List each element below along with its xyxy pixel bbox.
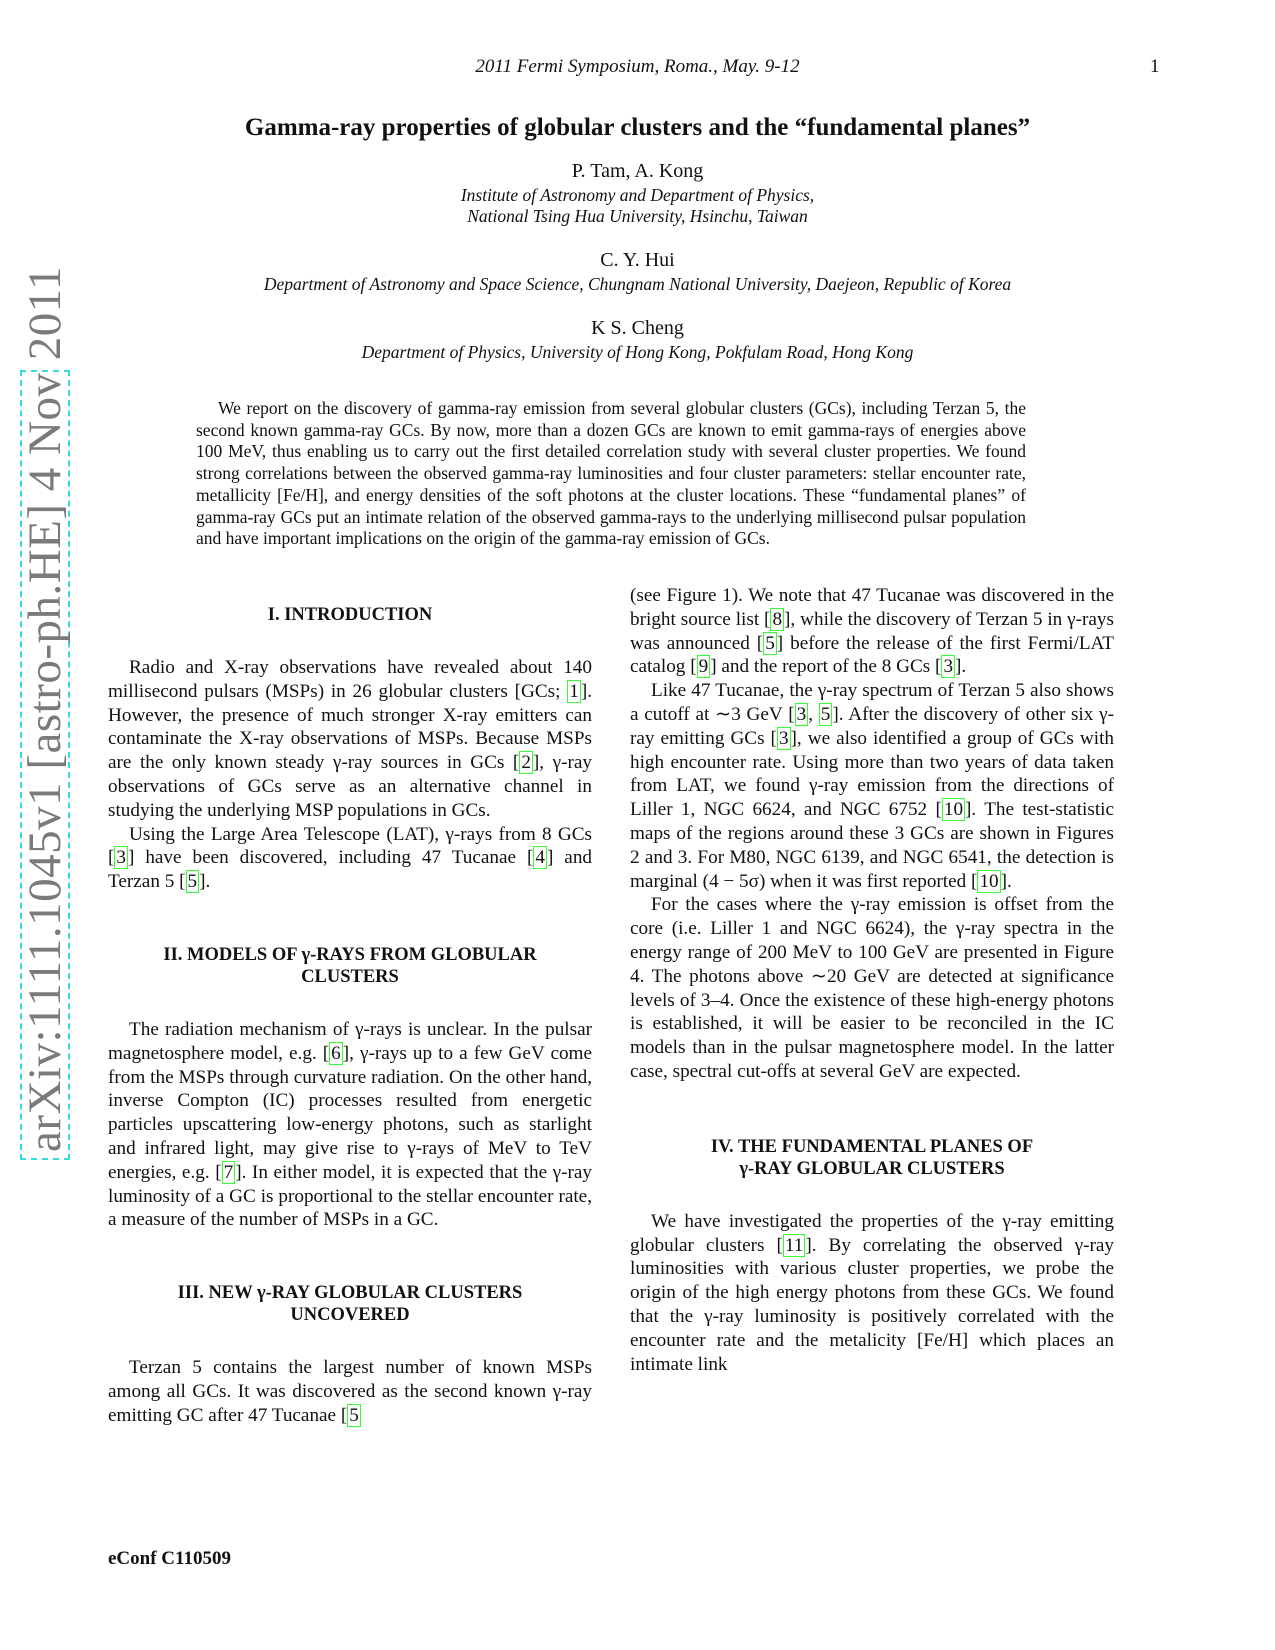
citation-link[interactable]: 9 — [698, 656, 709, 678]
citation-link[interactable]: 5 — [820, 703, 831, 725]
citation-link[interactable]: 5 — [765, 632, 775, 654]
citation-link[interactable]: 5 — [187, 871, 198, 893]
arxiv-stamp[interactable]: arXiv:1111.1045v1 [astro-ph.HE] 4 Nov 2011 — [20, 370, 70, 1160]
citation-link[interactable]: 2 — [521, 752, 531, 774]
intro-paragraph-2: Using the Large Area Telescope (LAT), γ-rays from 8 GCs [ 3 ] have been discovered, including 47 Tucanae [ 4 ] and Terzan 5 [ 5 ]. — [108, 823, 593, 893]
citation-link[interactable]: 3 — [796, 703, 807, 725]
citation-link[interactable]: 10 — [943, 799, 964, 821]
citation-link[interactable]: 11 — [784, 1234, 804, 1256]
abstract: We report on the discovery of gamma-ray emission from several globular clusters (GCs), including Terzan 5, the second known gamma-ray GCs. By now, more than a dozen GCs are known to emit gamma-rays of energies above 100 MeV, thus enabling us to carry out the first detailed correlation study with several cluster properties. We found strong correlations between the observed gamma-ray luminosities and four cluster parameters: stellar encounter rate, metallicity [Fe/H], and energy densities of the soft photons at the cluster locations. These “fundamental planes” of gamma-ray GCs put an intimate relation of the observed gamma-rays to the underlying millisecond pulsar population and have important implications on the origin of the gamma-ray emission of GCs. — [196, 398, 1026, 549]
new-gcs-paragraph-3: For the cases where the γ-ray emission is offset from the core (i.e. Liller 1 and NGC 6624), the γ-ray spectra in the energy range of 200 MeV to 100 GeV are presented in Figure 4. The photons above ∼20 GeV are detected at significance levels of 3–4. Once the existence of these high-energy photons is established, it will be easier to be reconciled in the IC models than in the pulsar magnetosphere model. In the latter case, spectral cut-offs at several GeV are expected. — [630, 894, 1114, 1082]
section-heading-introduction: I. INTRODUCTION — [267, 605, 433, 625]
citation-link[interactable]: 7 — [223, 1161, 234, 1183]
new-gcs-paragraph-1: Terzan 5 contains the largest number of known MSPs among all GCs. It was discovered as the second known γ-ray emitting GC after 47 Tucanae [ 5 — [108, 1357, 592, 1426]
new-gcs-paragraph-2: Like 47 Tucanae, the γ-ray spectrum of Terzan 5 also shows a cutoff at ∼3 GeV [ 3 , 5 ]. After the discovery of other six γ-ray emitting GCs [ 3 ], we also identified a group of GCs with high encounter rate. Using more than two years of data taken from LAT, we found γ-ray emission from the directions of Liller 1, NGC 6624, and NGC 6752 [ 10 ]. The test-statistic maps of the regions around these 3 GCs are shown in Figures 2 and 3. For M80, NGC 6139, and NGC 6541, the detection is marginal (4 − 5σ) when it was first reported [ 10 ]. — [630, 680, 1114, 892]
author-1: P. Tam, A. Kong — [571, 160, 704, 182]
citation-link[interactable]: 3 — [116, 847, 126, 869]
citation-link[interactable]: 6 — [331, 1042, 341, 1064]
fundamental-planes-paragraph-1: We have investigated the properties of the γ-ray emitting globular clusters [ 11 ]. By correlating the observed γ-ray luminosities with various cluster properties, we probe the origin of the high energy photons from these GCs. We found that the γ-ray luminosity is positively correlated with the encounter rate and the metalicity [Fe/H] which places an intimate link — [630, 1210, 1114, 1375]
citation-link[interactable]: 5 — [349, 1404, 359, 1426]
author-3: K S. Cheng — [591, 317, 684, 339]
citation-link[interactable]: 1 — [569, 680, 579, 702]
left-column — [108, 604, 592, 1428]
running-head: 2011 Fermi Symposium, Roma., May. 9-12 — [475, 56, 800, 77]
section-heading-models: II. MODELS OF γ-RAYS FROM GLOBULAR CLUSTERS — [163, 944, 537, 987]
models-paragraph-1: The radiation mechanism of γ-rays is unclear. In the pulsar magnetosphere model, e.g. [ 6 ], γ-rays up to a few GeV come from the MSPs through curvature radiation. On the other hand, inverse Compton (IC) processes resulted from energetic particles upscattering low-energy photons, such as starlight and infrared light, may give rise to γ-rays of MeV to TeV energies, e.g. [ 7 ]. In either model, it is expected that the γ-ray luminosity of a GC is proportional to the stellar encounter rate, a measure of the number of MSPs in a GC. — [108, 1018, 593, 1231]
paper-title: Gamma-ray properties of globular clusters and the “fundamental planes” — [244, 114, 1031, 141]
citation-link[interactable]: 4 — [535, 847, 545, 869]
footer-econf: eConf C110509 — [108, 1548, 231, 1569]
citation-link[interactable]: 10 — [979, 870, 999, 892]
right-column — [630, 584, 1114, 1376]
affiliation-1a: Institute of Astronomy and Department of Physics, — [460, 185, 815, 205]
affiliation-3: Department of Physics, University of Hong Kong, Pokfulam Road, Hong Kong — [361, 342, 914, 362]
affiliation-1b: National Tsing Hua University, Hsinchu, Taiwan — [467, 206, 808, 226]
section-heading-new-gcs: III. NEW γ-RAY GLOBULAR CLUSTERS UNCOVERED — [177, 1283, 523, 1326]
citation-link[interactable]: 3 — [778, 727, 789, 749]
page-number: 1 — [1150, 56, 1160, 77]
author-2: C. Y. Hui — [600, 249, 675, 271]
intro-paragraph-1: Radio and X-ray observations have revealed about 140 millisecond pulsars (MSPs) in 26 globular clusters [GCs; 1 ]. However, the presence of much stronger X-ray emitters can contaminate the X-ray observations of MSPs. Because MSPs are the only known steady γ-ray sources in GCs [ 2 ], γ-ray observations of GCs serve as an alternative channel in studying the underlying MSP populations in GCs. — [108, 657, 592, 821]
section-heading-fundamental-planes: IV. THE FUNDAMENTAL PLANES OF γ-RAY GLOBULAR CLUSTERS — [710, 1136, 1034, 1179]
citation-link[interactable]: 3 — [943, 656, 954, 678]
citation-link[interactable]: 8 — [772, 608, 783, 630]
new-gcs-paragraph-1-continued: (see Figure 1). We note that 47 Tucanae was discovered in the bright source list [ 8 ], while the discovery of Terzan 5 in γ-rays was announced [ 5 ] before the release of the first Fermi/LAT catalog [ 9 ] and the report of the 8 GCs [ 3 ]. — [630, 585, 1115, 678]
affiliation-2: Department of Astronomy and Space Science, Chungnam National University, Daejeon, Republic of Korea — [263, 274, 1012, 294]
